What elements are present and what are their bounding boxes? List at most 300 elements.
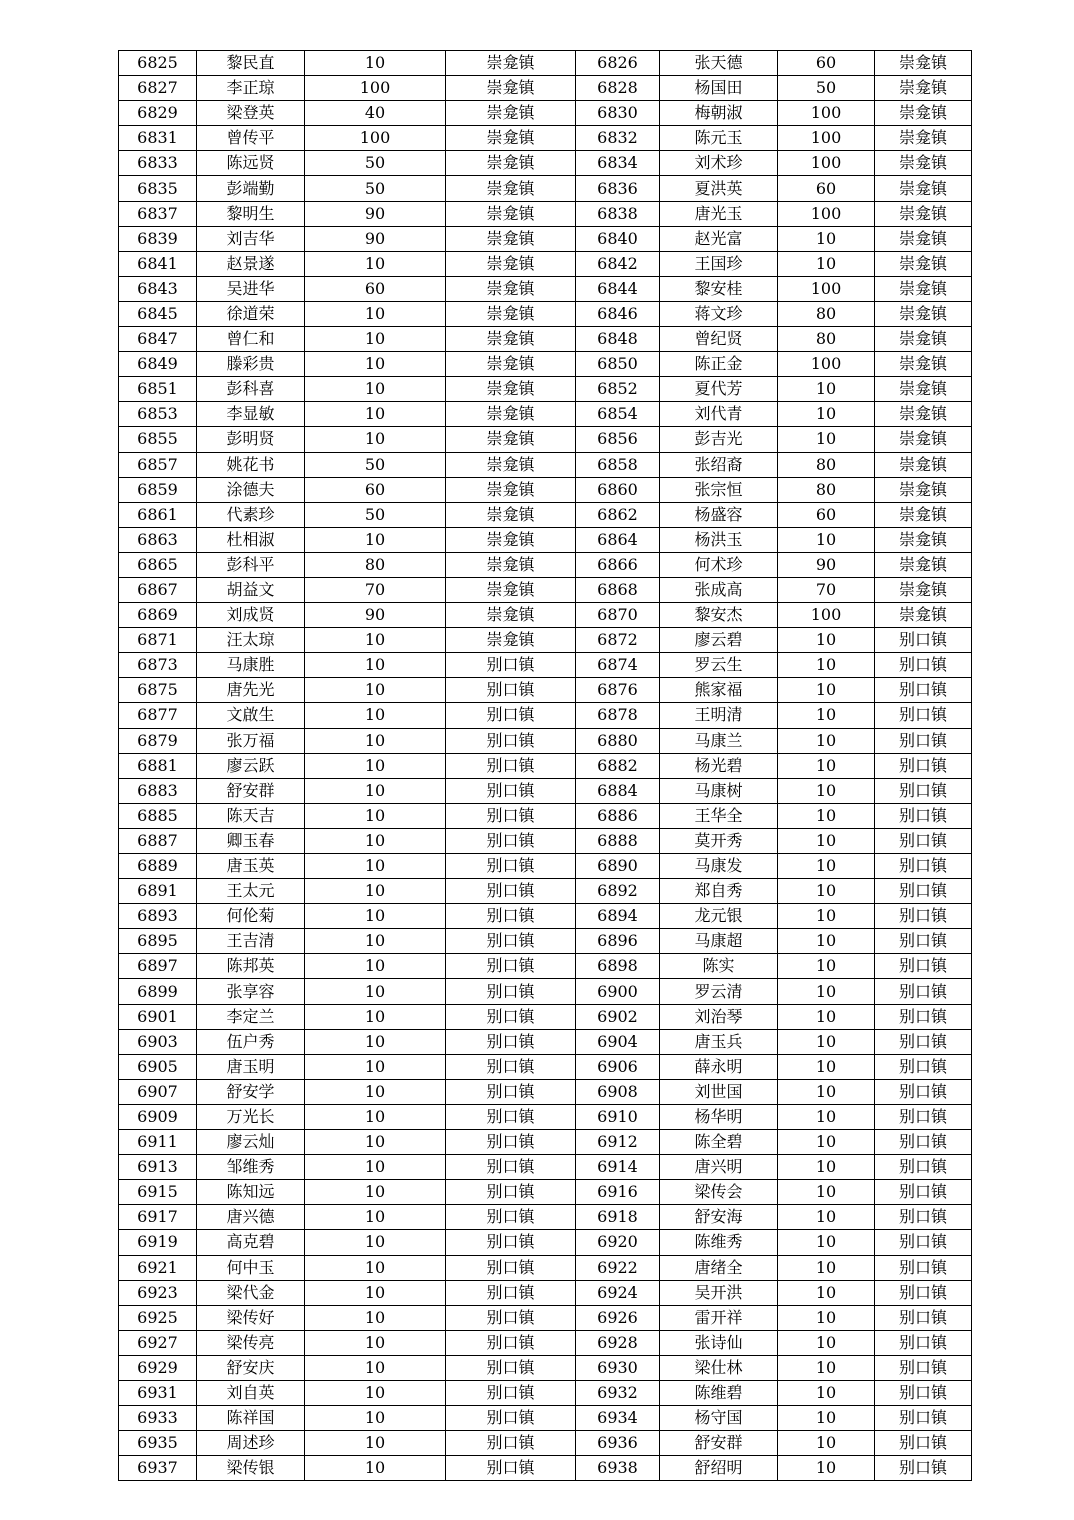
entry-number-cell: 6877 (119, 703, 197, 728)
table-row (119, 628, 972, 653)
table-row (119, 427, 972, 452)
entry-number-cell: 6846 (576, 301, 660, 326)
town-cell: 崇龛镇 (446, 126, 576, 151)
person-name-cell: 梁传会 (660, 1180, 778, 1205)
table-row (119, 1380, 972, 1405)
entry-number-cell: 6831 (119, 126, 197, 151)
person-name-cell: 赵景遂 (197, 251, 305, 276)
amount-cell: 10 (305, 854, 446, 879)
person-name-cell: 杨华明 (660, 1104, 778, 1129)
table-row (119, 527, 972, 552)
table-row (119, 276, 972, 301)
town-cell: 崇龛镇 (446, 452, 576, 477)
entry-number-cell: 6931 (119, 1380, 197, 1405)
amount-cell: 10 (778, 251, 875, 276)
town-cell: 崇龛镇 (446, 327, 576, 352)
table-row (119, 327, 972, 352)
person-name-cell: 龙元银 (660, 904, 778, 929)
amount-cell: 50 (305, 502, 446, 527)
town-cell: 别口镇 (446, 1104, 576, 1129)
person-name-cell: 邹维秀 (197, 1155, 305, 1180)
amount-cell: 10 (778, 879, 875, 904)
entry-number-cell: 6875 (119, 678, 197, 703)
amount-cell: 10 (778, 854, 875, 879)
table-row (119, 803, 972, 828)
person-name-cell: 高克碧 (197, 1230, 305, 1255)
entry-number-cell: 6867 (119, 577, 197, 602)
amount-cell: 10 (305, 753, 446, 778)
amount-cell: 10 (305, 51, 446, 76)
town-cell: 崇龛镇 (875, 301, 972, 326)
person-name-cell: 黎民直 (197, 51, 305, 76)
entry-number-cell: 6920 (576, 1230, 660, 1255)
amount-cell: 100 (305, 126, 446, 151)
entry-number-cell: 6862 (576, 502, 660, 527)
amount-cell: 10 (778, 1355, 875, 1380)
entry-number-cell: 6859 (119, 477, 197, 502)
amount-cell: 10 (305, 527, 446, 552)
table-row (119, 879, 972, 904)
town-cell: 别口镇 (446, 1355, 576, 1380)
town-cell: 别口镇 (446, 1431, 576, 1456)
person-name-cell: 何中玉 (197, 1255, 305, 1280)
entry-number-cell: 6883 (119, 778, 197, 803)
table-row (119, 1280, 972, 1305)
person-name-cell: 曾纪贤 (660, 327, 778, 352)
town-cell: 别口镇 (446, 1004, 576, 1029)
town-cell: 别口镇 (446, 904, 576, 929)
entry-number-cell: 6838 (576, 201, 660, 226)
entry-number-cell: 6932 (576, 1380, 660, 1405)
town-cell: 别口镇 (875, 979, 972, 1004)
table-row (119, 1079, 972, 1104)
entry-number-cell: 6934 (576, 1406, 660, 1431)
town-cell: 别口镇 (875, 1431, 972, 1456)
town-cell: 别口镇 (875, 1029, 972, 1054)
amount-cell: 10 (305, 1029, 446, 1054)
person-name-cell: 舒安庆 (197, 1355, 305, 1380)
town-cell: 别口镇 (446, 1280, 576, 1305)
entry-number-cell: 6834 (576, 151, 660, 176)
amount-cell: 10 (778, 929, 875, 954)
person-name-cell: 杨洪玉 (660, 527, 778, 552)
amount-cell: 10 (778, 1079, 875, 1104)
entry-number-cell: 6848 (576, 327, 660, 352)
entry-number-cell: 6830 (576, 101, 660, 126)
person-name-cell: 雷开祥 (660, 1305, 778, 1330)
person-name-cell: 马康树 (660, 778, 778, 803)
entry-number-cell: 6837 (119, 201, 197, 226)
amount-cell: 10 (305, 1155, 446, 1180)
amount-cell: 10 (778, 753, 875, 778)
person-name-cell: 杨盛容 (660, 502, 778, 527)
town-cell: 别口镇 (875, 1406, 972, 1431)
person-name-cell: 汪太琼 (197, 628, 305, 653)
town-cell: 别口镇 (446, 1180, 576, 1205)
person-name-cell: 廖云跃 (197, 753, 305, 778)
entry-number-cell: 6865 (119, 552, 197, 577)
amount-cell: 10 (778, 1380, 875, 1405)
entry-number-cell: 6888 (576, 828, 660, 853)
town-cell: 崇龛镇 (446, 76, 576, 101)
town-cell: 别口镇 (446, 1230, 576, 1255)
entry-number-cell: 6835 (119, 176, 197, 201)
amount-cell: 10 (305, 879, 446, 904)
amount-cell: 10 (305, 678, 446, 703)
person-name-cell: 梁登英 (197, 101, 305, 126)
town-cell: 别口镇 (446, 954, 576, 979)
amount-cell: 80 (778, 327, 875, 352)
amount-cell: 10 (305, 251, 446, 276)
person-name-cell: 李定兰 (197, 1004, 305, 1029)
town-cell: 崇龛镇 (446, 151, 576, 176)
amount-cell: 10 (305, 728, 446, 753)
entry-number-cell: 6906 (576, 1054, 660, 1079)
person-name-cell: 刘术珍 (660, 151, 778, 176)
town-cell: 别口镇 (875, 854, 972, 879)
entry-number-cell: 6878 (576, 703, 660, 728)
person-name-cell: 蒋文珍 (660, 301, 778, 326)
person-name-cell: 唐兴明 (660, 1155, 778, 1180)
town-cell: 崇龛镇 (875, 51, 972, 76)
person-name-cell: 张诗仙 (660, 1330, 778, 1355)
amount-cell: 10 (778, 1305, 875, 1330)
amount-cell: 90 (305, 226, 446, 251)
entry-number-cell: 6928 (576, 1330, 660, 1355)
person-name-cell: 唐玉明 (197, 1054, 305, 1079)
person-name-cell: 王华全 (660, 803, 778, 828)
entry-number-cell: 6850 (576, 352, 660, 377)
table-row (119, 1230, 972, 1255)
table-row (119, 226, 972, 251)
town-cell: 别口镇 (446, 728, 576, 753)
table-row (119, 1054, 972, 1079)
person-name-cell: 刘自英 (197, 1380, 305, 1405)
town-cell: 别口镇 (446, 854, 576, 879)
amount-cell: 10 (305, 377, 446, 402)
person-name-cell: 文啟生 (197, 703, 305, 728)
person-name-cell: 舒安群 (197, 778, 305, 803)
entry-number-cell: 6833 (119, 151, 197, 176)
amount-cell: 10 (778, 527, 875, 552)
town-cell: 别口镇 (875, 1155, 972, 1180)
person-name-cell: 郑自秀 (660, 879, 778, 904)
person-name-cell: 曾传平 (197, 126, 305, 151)
amount-cell: 90 (778, 552, 875, 577)
town-cell: 别口镇 (446, 1155, 576, 1180)
table-row (119, 1355, 972, 1380)
entry-number-cell: 6826 (576, 51, 660, 76)
table-row (119, 201, 972, 226)
town-cell: 别口镇 (446, 1330, 576, 1355)
town-cell: 别口镇 (875, 728, 972, 753)
amount-cell: 10 (778, 778, 875, 803)
entry-number-cell: 6836 (576, 176, 660, 201)
person-name-cell: 唐先光 (197, 678, 305, 703)
amount-cell: 10 (778, 678, 875, 703)
town-cell: 崇龛镇 (446, 603, 576, 628)
person-name-cell: 周述珍 (197, 1431, 305, 1456)
amount-cell: 10 (305, 1380, 446, 1405)
entry-number-cell: 6929 (119, 1355, 197, 1380)
town-cell: 崇龛镇 (875, 126, 972, 151)
town-cell: 崇龛镇 (875, 101, 972, 126)
person-name-cell: 张宗恒 (660, 477, 778, 502)
table-row (119, 502, 972, 527)
entry-number-cell: 6921 (119, 1255, 197, 1280)
town-cell: 别口镇 (875, 778, 972, 803)
amount-cell: 10 (778, 377, 875, 402)
amount-cell: 40 (305, 101, 446, 126)
table-row (119, 1130, 972, 1155)
town-cell: 崇龛镇 (875, 76, 972, 101)
entry-number-cell: 6916 (576, 1180, 660, 1205)
entry-number-cell: 6887 (119, 828, 197, 853)
entry-number-cell: 6915 (119, 1180, 197, 1205)
town-cell: 别口镇 (446, 1406, 576, 1431)
table-row (119, 1104, 972, 1129)
town-cell: 别口镇 (446, 828, 576, 853)
town-cell: 崇龛镇 (446, 527, 576, 552)
amount-cell: 10 (778, 728, 875, 753)
town-cell: 崇龛镇 (875, 603, 972, 628)
amount-cell: 10 (305, 828, 446, 853)
entry-number-cell: 6907 (119, 1079, 197, 1104)
town-cell: 别口镇 (875, 703, 972, 728)
person-name-cell: 万光长 (197, 1104, 305, 1129)
amount-cell: 10 (778, 979, 875, 1004)
town-cell: 崇龛镇 (446, 502, 576, 527)
table-row (119, 577, 972, 602)
roster-table (118, 50, 972, 1481)
town-cell: 别口镇 (875, 1054, 972, 1079)
town-cell: 别口镇 (875, 1456, 972, 1481)
town-cell: 崇龛镇 (446, 477, 576, 502)
amount-cell: 10 (778, 1130, 875, 1155)
person-name-cell: 陈祥国 (197, 1406, 305, 1431)
amount-cell: 10 (778, 1054, 875, 1079)
person-name-cell: 唐光玉 (660, 201, 778, 226)
town-cell: 崇龛镇 (446, 226, 576, 251)
person-name-cell: 陈知远 (197, 1180, 305, 1205)
person-name-cell: 杨守国 (660, 1406, 778, 1431)
entry-number-cell: 6825 (119, 51, 197, 76)
town-cell: 别口镇 (875, 653, 972, 678)
table-row (119, 1431, 972, 1456)
entry-number-cell: 6876 (576, 678, 660, 703)
amount-cell: 10 (778, 427, 875, 452)
entry-number-cell: 6909 (119, 1104, 197, 1129)
table-row (119, 552, 972, 577)
amount-cell: 10 (778, 653, 875, 678)
person-name-cell: 王吉清 (197, 929, 305, 954)
entry-number-cell: 6889 (119, 854, 197, 879)
town-cell: 别口镇 (875, 828, 972, 853)
table-row (119, 678, 972, 703)
town-cell: 别口镇 (446, 1456, 576, 1481)
amount-cell: 10 (305, 1004, 446, 1029)
amount-cell: 10 (305, 803, 446, 828)
person-name-cell: 滕彩贵 (197, 352, 305, 377)
amount-cell: 10 (778, 1029, 875, 1054)
amount-cell: 10 (778, 226, 875, 251)
town-cell: 崇龛镇 (875, 251, 972, 276)
entry-number-cell: 6912 (576, 1130, 660, 1155)
amount-cell: 100 (778, 201, 875, 226)
person-name-cell: 梁传银 (197, 1456, 305, 1481)
person-name-cell: 王明清 (660, 703, 778, 728)
entry-number-cell: 6869 (119, 603, 197, 628)
table-row (119, 728, 972, 753)
entry-number-cell: 6854 (576, 402, 660, 427)
town-cell: 别口镇 (875, 1180, 972, 1205)
town-cell: 别口镇 (875, 954, 972, 979)
amount-cell: 100 (778, 352, 875, 377)
person-name-cell: 胡益文 (197, 577, 305, 602)
person-name-cell: 刘世国 (660, 1079, 778, 1104)
person-name-cell: 代素珍 (197, 502, 305, 527)
town-cell: 崇龛镇 (875, 552, 972, 577)
table-row (119, 151, 972, 176)
table-row (119, 653, 972, 678)
entry-number-cell: 6856 (576, 427, 660, 452)
person-name-cell: 姚花书 (197, 452, 305, 477)
amount-cell: 10 (305, 778, 446, 803)
table-row (119, 954, 972, 979)
amount-cell: 10 (305, 1079, 446, 1104)
person-name-cell: 罗云清 (660, 979, 778, 1004)
town-cell: 崇龛镇 (875, 477, 972, 502)
person-name-cell: 廖云碧 (660, 628, 778, 653)
entry-number-cell: 6914 (576, 1155, 660, 1180)
town-cell: 别口镇 (446, 753, 576, 778)
entry-number-cell: 6864 (576, 527, 660, 552)
person-name-cell: 梁传好 (197, 1305, 305, 1330)
entry-number-cell: 6926 (576, 1305, 660, 1330)
person-name-cell: 涂德夫 (197, 477, 305, 502)
amount-cell: 60 (778, 51, 875, 76)
table-row (119, 854, 972, 879)
amount-cell: 80 (778, 477, 875, 502)
entry-number-cell: 6936 (576, 1431, 660, 1456)
town-cell: 崇龛镇 (875, 427, 972, 452)
person-name-cell: 梁仕林 (660, 1355, 778, 1380)
amount-cell: 10 (305, 427, 446, 452)
person-name-cell: 廖云灿 (197, 1130, 305, 1155)
entry-number-cell: 6843 (119, 276, 197, 301)
town-cell: 崇龛镇 (446, 251, 576, 276)
town-cell: 别口镇 (446, 1205, 576, 1230)
entry-number-cell: 6933 (119, 1406, 197, 1431)
town-cell: 崇龛镇 (446, 352, 576, 377)
person-name-cell: 黎安杰 (660, 603, 778, 628)
table-row (119, 301, 972, 326)
person-name-cell: 彭端勤 (197, 176, 305, 201)
person-name-cell: 彭吉光 (660, 427, 778, 452)
amount-cell: 10 (305, 1180, 446, 1205)
person-name-cell: 刘吉华 (197, 226, 305, 251)
entry-number-cell: 6832 (576, 126, 660, 151)
amount-cell: 10 (305, 327, 446, 352)
amount-cell: 50 (778, 76, 875, 101)
entry-number-cell: 6891 (119, 879, 197, 904)
amount-cell: 10 (305, 929, 446, 954)
town-cell: 别口镇 (446, 979, 576, 1004)
table-row (119, 377, 972, 402)
person-name-cell: 莫开秀 (660, 828, 778, 853)
amount-cell: 10 (305, 1406, 446, 1431)
person-name-cell: 吴进华 (197, 276, 305, 301)
table-row (119, 603, 972, 628)
amount-cell: 10 (305, 904, 446, 929)
entry-number-cell: 6868 (576, 577, 660, 602)
entry-number-cell: 6879 (119, 728, 197, 753)
table-row (119, 1004, 972, 1029)
entry-number-cell: 6900 (576, 979, 660, 1004)
town-cell: 崇龛镇 (875, 151, 972, 176)
entry-number-cell: 6851 (119, 377, 197, 402)
amount-cell: 80 (305, 552, 446, 577)
entry-number-cell: 6880 (576, 728, 660, 753)
person-name-cell: 彭科平 (197, 552, 305, 577)
table-row (119, 753, 972, 778)
town-cell: 别口镇 (875, 628, 972, 653)
person-name-cell: 梁传亮 (197, 1330, 305, 1355)
town-cell: 别口镇 (875, 1330, 972, 1355)
person-name-cell: 薛永明 (660, 1054, 778, 1079)
amount-cell: 60 (778, 502, 875, 527)
person-name-cell: 刘治琴 (660, 1004, 778, 1029)
entry-number-cell: 6897 (119, 954, 197, 979)
entry-number-cell: 6858 (576, 452, 660, 477)
entry-number-cell: 6910 (576, 1104, 660, 1129)
person-name-cell: 马康发 (660, 854, 778, 879)
amount-cell: 10 (778, 904, 875, 929)
table-row (119, 1406, 972, 1431)
entry-number-cell: 6893 (119, 904, 197, 929)
entry-number-cell: 6840 (576, 226, 660, 251)
amount-cell: 100 (778, 151, 875, 176)
person-name-cell: 舒安群 (660, 1431, 778, 1456)
person-name-cell: 夏洪英 (660, 176, 778, 201)
entry-number-cell: 6886 (576, 803, 660, 828)
table-row (119, 251, 972, 276)
table-row (119, 1155, 972, 1180)
town-cell: 崇龛镇 (446, 176, 576, 201)
amount-cell: 10 (305, 1255, 446, 1280)
town-cell: 别口镇 (875, 1280, 972, 1305)
town-cell: 别口镇 (875, 879, 972, 904)
person-name-cell: 陈天吉 (197, 803, 305, 828)
entry-number-cell: 6937 (119, 1456, 197, 1481)
town-cell: 别口镇 (446, 703, 576, 728)
table-row (119, 51, 972, 76)
entry-number-cell: 6860 (576, 477, 660, 502)
person-name-cell: 黎安桂 (660, 276, 778, 301)
person-name-cell: 熊家福 (660, 678, 778, 703)
person-name-cell: 杨光碧 (660, 753, 778, 778)
person-name-cell: 唐兴德 (197, 1205, 305, 1230)
amount-cell: 50 (305, 452, 446, 477)
town-cell: 崇龛镇 (446, 201, 576, 226)
amount-cell: 10 (305, 301, 446, 326)
person-name-cell: 卿玉春 (197, 828, 305, 853)
amount-cell: 80 (778, 301, 875, 326)
town-cell: 崇龛镇 (875, 176, 972, 201)
person-name-cell: 杜相淑 (197, 527, 305, 552)
amount-cell: 10 (778, 1180, 875, 1205)
town-cell: 别口镇 (875, 1205, 972, 1230)
